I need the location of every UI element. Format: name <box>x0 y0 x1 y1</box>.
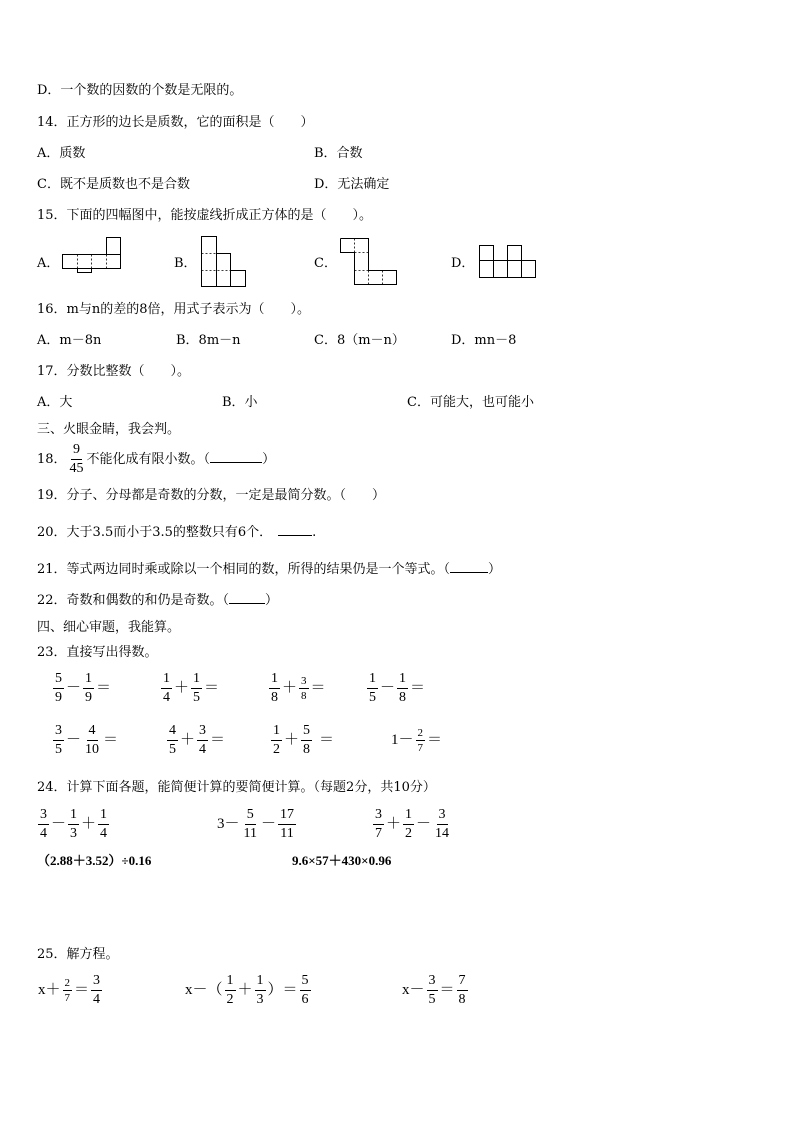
math-operator: ＋ <box>237 982 253 998</box>
fraction <box>161 671 172 706</box>
q17-stem: 17．分数比整数（ ）。 <box>37 364 191 379</box>
q25-stem: 25．解方程。 <box>37 947 119 962</box>
q20-text: 20．大于3.5而小于3.5的整数只有6个． <box>37 525 273 540</box>
q23-r1-item-4 <box>366 670 426 707</box>
q15-stem: 15．下面的四幅图中，能按虚线折成正方体的是（ ）。 <box>37 208 373 223</box>
q15-option-d-label[interactable]: D． <box>451 256 475 271</box>
fraction-denominator: 14 <box>435 825 450 841</box>
fraction <box>38 807 49 842</box>
q21-text: 21．等式两边同时乘或除以一个相同的数，所得的结果仍是一个等式。（ <box>37 562 451 577</box>
q15-net-c-image <box>340 238 398 286</box>
fraction-denominator: 9 <box>85 689 93 705</box>
fraction-denominator: 8 <box>271 689 278 705</box>
q20-end: . <box>312 525 317 540</box>
math-operator: ＝ <box>74 982 90 998</box>
q16-option-b[interactable]: B．8m－n <box>176 333 241 348</box>
q23-stem: 23．直接写出得数。 <box>37 645 158 660</box>
q17-option-b[interactable]: B．小 <box>222 395 258 410</box>
fraction-numerator: 5 <box>245 807 256 825</box>
math-operator: － <box>261 816 277 832</box>
q22-answer-blank[interactable] <box>229 603 265 604</box>
fraction <box>271 723 282 758</box>
fraction-denominator: 5 <box>428 991 436 1007</box>
q18-text: 不能化成有限小数。（ <box>86 452 211 467</box>
q14-stem: 14．正方形的边长是质数，它的面积是（ ） <box>37 115 314 130</box>
q16-option-a[interactable]: A．m－8n <box>37 333 102 348</box>
fraction-numerator: 3 <box>91 973 102 991</box>
fraction <box>367 671 378 706</box>
fraction-denominator: 4 <box>199 741 207 757</box>
q21-close: ） <box>488 562 502 577</box>
fraction-numerator: 1 <box>403 807 414 825</box>
fraction-denominator: 2 <box>226 991 234 1007</box>
fraction-numerator: 3 <box>373 807 384 825</box>
q15-option-c-label[interactable]: C． <box>314 256 337 271</box>
math-operator: － <box>66 680 82 696</box>
fraction-denominator: 7 <box>64 991 71 1004</box>
fraction-denominator: 8 <box>301 689 307 702</box>
math-operator: 1－ <box>391 732 414 748</box>
q24-expr-1 <box>37 806 110 843</box>
math-operator: ＋ <box>180 732 196 748</box>
fraction <box>457 973 468 1008</box>
fraction-numerator: 5 <box>53 671 64 689</box>
fraction-numerator: 1 <box>83 671 94 689</box>
fraction <box>91 973 102 1008</box>
fraction <box>53 671 64 706</box>
fraction <box>299 675 309 702</box>
fraction-numerator: 1 <box>191 671 202 689</box>
q25-equation-2 <box>184 972 312 1009</box>
q22-close: ） <box>265 593 279 608</box>
q21-line <box>37 561 501 579</box>
fraction-numerator: 1 <box>397 671 408 689</box>
math-operator: － <box>380 680 396 696</box>
fraction <box>373 807 384 842</box>
math-operator: ＝ <box>210 732 226 748</box>
q23-r2-item-1 <box>52 722 119 759</box>
q18-fraction <box>68 442 86 477</box>
fraction-denominator: 4 <box>100 825 108 841</box>
q17-option-a[interactable]: A．大 <box>37 395 73 410</box>
fraction-denominator: 5 <box>55 741 62 757</box>
fraction-numerator: 3 <box>197 723 208 741</box>
q24-expr-2 <box>216 806 297 843</box>
fraction-numerator: 2 <box>417 726 424 739</box>
fraction <box>278 807 296 842</box>
math-operator: ＋ <box>386 816 402 832</box>
q24-expr-4: （2.88＋3.52）÷0.16 <box>37 853 152 868</box>
q18-fraction-denominator: 45 <box>69 461 84 476</box>
q22-line <box>37 592 278 610</box>
fraction-denominator: 7 <box>417 741 424 754</box>
q15-net-b-image <box>201 236 247 288</box>
fraction <box>167 723 178 758</box>
math-operator: ＝ <box>410 680 426 696</box>
q24-expr-5: 9.6×57＋430×0.96 <box>292 853 392 868</box>
fraction <box>98 807 109 842</box>
fraction <box>191 671 202 706</box>
math-operator: x－（ <box>185 982 223 998</box>
fraction <box>416 727 426 754</box>
math-operator: ＝ <box>310 680 326 696</box>
fraction-numerator: 7 <box>457 973 468 991</box>
fraction-numerator: 1 <box>225 973 236 991</box>
fraction-denominator: 8 <box>399 689 407 705</box>
q18-number: 18． <box>37 452 67 467</box>
fraction-numerator: 1 <box>68 807 79 825</box>
q23-r1-item-1 <box>52 670 112 707</box>
fraction-numerator: 5 <box>300 973 311 991</box>
q15-option-a-label[interactable]: A． <box>37 256 60 271</box>
q15-net-a-image <box>62 236 122 274</box>
q14-option-b[interactable]: B．合数 <box>314 146 363 161</box>
fraction-numerator: 3 <box>38 807 49 825</box>
fraction-numerator: 3 <box>301 674 307 687</box>
q17-option-c[interactable]: C．可能大，也可能小 <box>407 395 534 410</box>
fraction-numerator: 4 <box>167 723 178 741</box>
fraction-denominator: 5 <box>169 741 176 757</box>
fraction <box>397 671 408 706</box>
q24-expr-3 <box>372 806 452 843</box>
fraction-denominator: 3 <box>256 991 264 1007</box>
q21-answer-blank[interactable] <box>450 572 488 573</box>
fraction <box>427 973 438 1008</box>
q16-option-c[interactable]: C．8（m－n） <box>314 333 405 348</box>
q15-option-b-label[interactable]: B． <box>174 256 197 271</box>
math-operator: － <box>416 816 432 832</box>
math-operator: ＝ <box>103 732 119 748</box>
q18-answer-blank[interactable] <box>210 462 262 463</box>
fraction-denominator: 11 <box>243 825 257 841</box>
fraction-denominator: 2 <box>405 825 413 841</box>
fraction-denominator: 11 <box>280 825 294 841</box>
q16-option-d[interactable]: D．mn－8 <box>451 333 517 348</box>
fraction-denominator: 8 <box>303 741 311 757</box>
q14-option-c[interactable]: C．既不是质数也不是合数 <box>37 177 190 192</box>
fraction <box>433 807 451 842</box>
q23-r1-item-2 <box>160 670 220 707</box>
q25-equation-1 <box>37 972 103 1009</box>
fraction <box>300 973 311 1008</box>
q18-line <box>37 442 275 478</box>
fraction <box>269 671 280 706</box>
fraction <box>403 807 414 842</box>
fraction-numerator: 1 <box>271 723 282 741</box>
fraction-numerator: 1 <box>367 671 378 689</box>
q22-text: 22．奇数和偶数的和仍是奇数。（ <box>37 593 230 608</box>
fraction-denominator: 10 <box>85 741 100 757</box>
fraction-numerator: 17 <box>278 807 296 825</box>
q14-option-a[interactable]: A．质数 <box>37 146 86 161</box>
fraction <box>68 807 79 842</box>
math-operator: － <box>66 732 82 748</box>
q23-r1-item-3 <box>268 670 327 707</box>
q23-r2-item-4 <box>390 722 443 759</box>
fraction <box>83 671 94 706</box>
fraction <box>83 723 101 758</box>
fraction <box>242 807 259 842</box>
q25-equation-3 <box>401 972 469 1009</box>
q23-r2-item-2 <box>166 722 226 759</box>
q20-answer-blank[interactable] <box>278 535 312 536</box>
math-operator: ＝ <box>96 680 112 696</box>
q13-option-d: D．一个数的因数的个数是无限的。 <box>37 83 243 98</box>
fraction-numerator: 1 <box>161 671 172 689</box>
q16-stem: 16．m与n的差的8倍，用式子表示为（ ）。 <box>37 302 311 317</box>
fraction-denominator: 4 <box>163 689 170 705</box>
math-operator: ）＝ <box>267 982 298 998</box>
math-operator: x＋ <box>38 982 61 998</box>
fraction <box>301 723 312 758</box>
fraction-denominator: 8 <box>458 991 466 1007</box>
fraction <box>63 977 73 1004</box>
fraction-denominator: 4 <box>40 825 47 841</box>
math-operator: － <box>51 816 67 832</box>
fraction-numerator: 1 <box>98 807 109 825</box>
fraction-denominator: 3 <box>70 825 78 841</box>
q23-r2-item-3 <box>270 722 335 759</box>
q18-close: ） <box>262 452 276 467</box>
math-operator: 3－ <box>217 816 240 832</box>
q24-stem: 24．计算下面各题，能简便计算的要简便计算。（每题2分，共10分） <box>37 780 436 795</box>
fraction-numerator: 4 <box>87 723 98 741</box>
math-operator: ＝ <box>427 732 443 748</box>
fraction <box>255 973 266 1008</box>
fraction-numerator: 1 <box>269 671 280 689</box>
fraction-numerator: 2 <box>64 976 71 989</box>
fraction-numerator: 1 <box>255 973 266 991</box>
math-operator: ＋ <box>81 816 97 832</box>
math-operator: ＋ <box>282 680 298 696</box>
section-3-title: 三、火眼金睛，我会判。 <box>37 422 181 437</box>
fraction <box>225 973 236 1008</box>
fraction-numerator: 3 <box>53 723 64 741</box>
section-4-title: 四、细心审题，我能算。 <box>37 620 181 635</box>
fraction-denominator: 6 <box>301 991 309 1007</box>
fraction <box>53 723 64 758</box>
q19-text: 19．分子、分母都是奇数的分数，一定是最简分数。（ ） <box>37 488 386 503</box>
q15-net-d-image <box>479 244 539 280</box>
math-operator: ＋ <box>174 680 190 696</box>
fraction-numerator: 3 <box>437 807 448 825</box>
fraction-denominator: 2 <box>273 741 280 757</box>
fraction-denominator: 4 <box>93 991 101 1007</box>
fraction-denominator: 5 <box>193 689 201 705</box>
fraction <box>197 723 208 758</box>
math-operator: ＋ <box>284 732 300 748</box>
q20-line <box>37 524 316 542</box>
q14-option-d[interactable]: D．无法确定 <box>314 177 390 192</box>
math-operator: ＝ <box>319 732 335 748</box>
fraction-denominator: 5 <box>369 689 376 705</box>
fraction-denominator: 7 <box>375 825 382 841</box>
fraction-numerator: 5 <box>301 723 312 741</box>
fraction-denominator: 9 <box>55 689 62 705</box>
q18-fraction-numerator: 9 <box>71 442 82 460</box>
math-operator: x－ <box>402 982 425 998</box>
math-operator: ＝ <box>204 680 220 696</box>
math-operator: ＝ <box>439 982 455 998</box>
fraction-numerator: 3 <box>427 973 438 991</box>
